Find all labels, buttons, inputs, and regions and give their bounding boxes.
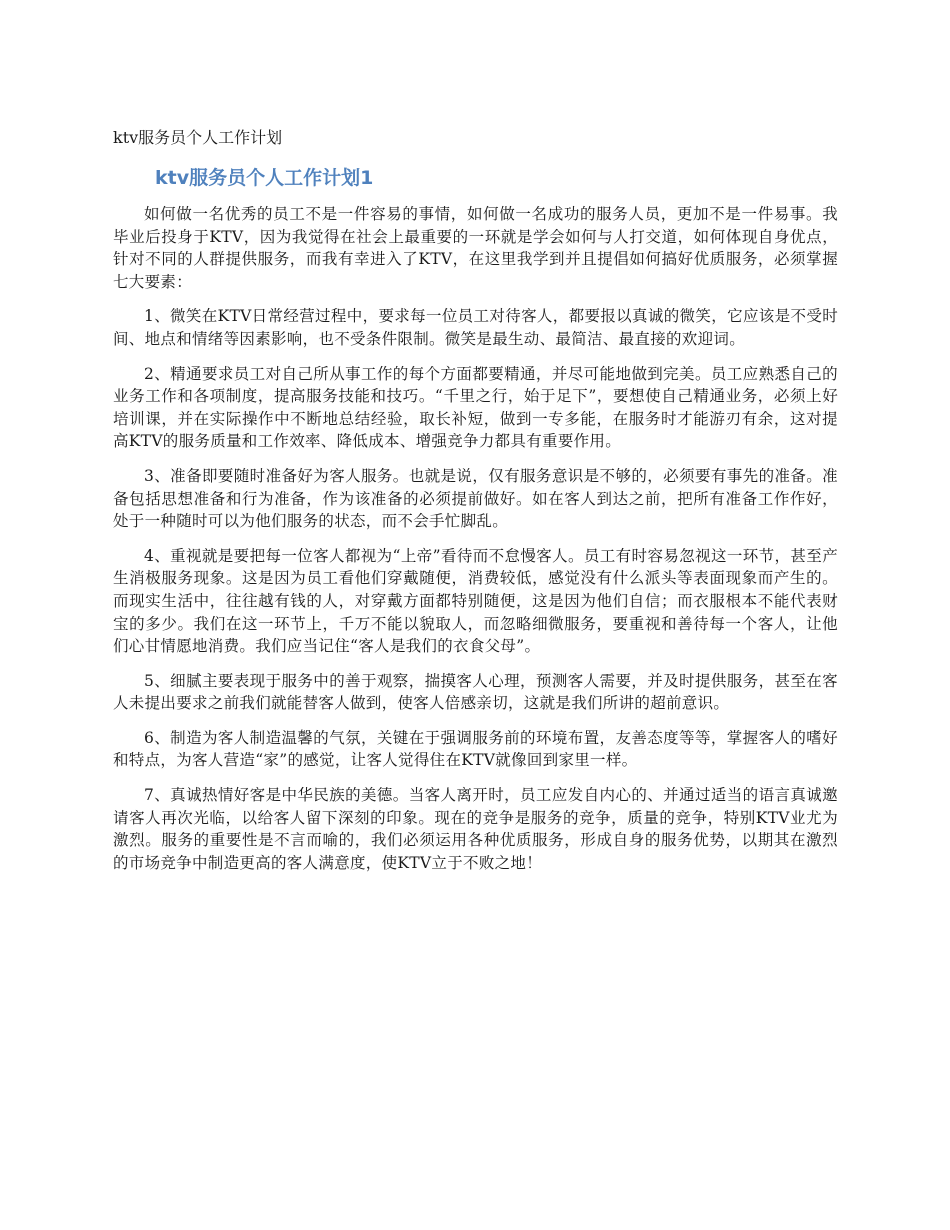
paragraph-preparation: 3、准备即要随时准备好为客人服务。也就是说，仅有服务意识是不够的，必须要有事先的准备。准备包括思想准备和行为准备，作为该准备的必须提前做好。如在客人到达之前，把所有准备工作作好，处于一种随时可以为他们服务的状态，而不会手忙脚乱。 [113, 466, 838, 531]
paragraph-proficiency: 2、精通要求员工对自己所从事工作的每个方面都要精通，并尽可能地做到完美。员工应熟悉自己的业务工作和各项制度，提高服务技能和技巧。“千里之行，始于足下”，要想使自己精通业务，必须上好培训课，并在实际操作中不断地总结经验，取长补短，做到一专多能，在服务时才能游刃有余，这对提高KTV的服务质量和工作效率、降低成本、增强竞争力都具有重要作用。 [113, 364, 838, 451]
paragraph-atmosphere: 6、制造为客人制造温馨的气氛，关键在于强调服务前的环境布置，友善态度等等，掌握客人的嗜好和特点，为客人营造“家”的感觉，让客人觉得住在KTV就像回到家里一样。 [113, 728, 838, 770]
paragraph-attentiveness: 5、细腻主要表现于服务中的善于观察，揣摸客人心理，预测客人需要，并及时提供服务，甚至在客人未提出要求之前我们就能替客人做到，使客人倍感亲切，这就是我们所讲的超前意识。 [113, 671, 838, 713]
paragraph-smile: 1、微笑在KTV日常经营过程中，要求每一位员工对待客人，都要报以真诚的微笑，它应该是不受时间、地点和情绪等因素影响，也不受条件限制。微笑是最生动、最简洁、最直接的欢迎词。 [113, 307, 838, 348]
paragraph-sincerity: 7、真诚热情好客是中华民族的美德。当客人离开时，员工应发自内心的、并通过适当的语言真诚邀请客人再次光临，以给客人留下深刻的印象。现在的竞争是服务的竞争，质量的竞争，特别KTV业尤为激烈。服务的重要性是不言而喻的，我们必须运用各种优质服务，形成自身的服务优势，以期其在激烈的市场竞争中制造更高的客人满意度，使KTV立于不败之地！ [113, 786, 838, 872]
document-body [113, 203, 838, 886]
paragraph-intro: 如何做一名优秀的员工不是一件容易的事情，如何做一名成功的服务人员，更加不是一件易事。我毕业后投身于KTV，因为我觉得在社会上最重要的一环就是学会如何与人打交道，如何体现自身优点，针对不同的人群提供服务，而我有幸进入了KTV，在这里我学到并且提倡如何搞好优质服务，必须掌握七大要素： [113, 205, 838, 291]
document-title: ktv服务员个人工作计划 [113, 128, 283, 147]
section-heading: ktv服务员个人工作计划1 [155, 167, 374, 189]
paragraph-attention: 4、重视就是要把每一位客人都视为“上帝”看待而不怠慢客人。员工有时容易忽视这一环节，甚至产生消极服务现象。这是因为员工看他们穿戴随便，消费较低，感觉没有什么派头等表面现象而产生的。而现实生活中，往往越有钱的人，对穿戴方面都特别随便，这是因为他们自信；而衣服根本不能代表财宝的多少。我们在这一环节上，千万不能以貌取人，而忽略细微服务，要重视和善待每一个客人，让他们心甘情愿地消费。我们应当记住“客人是我们的衣食父母”。 [113, 546, 838, 656]
